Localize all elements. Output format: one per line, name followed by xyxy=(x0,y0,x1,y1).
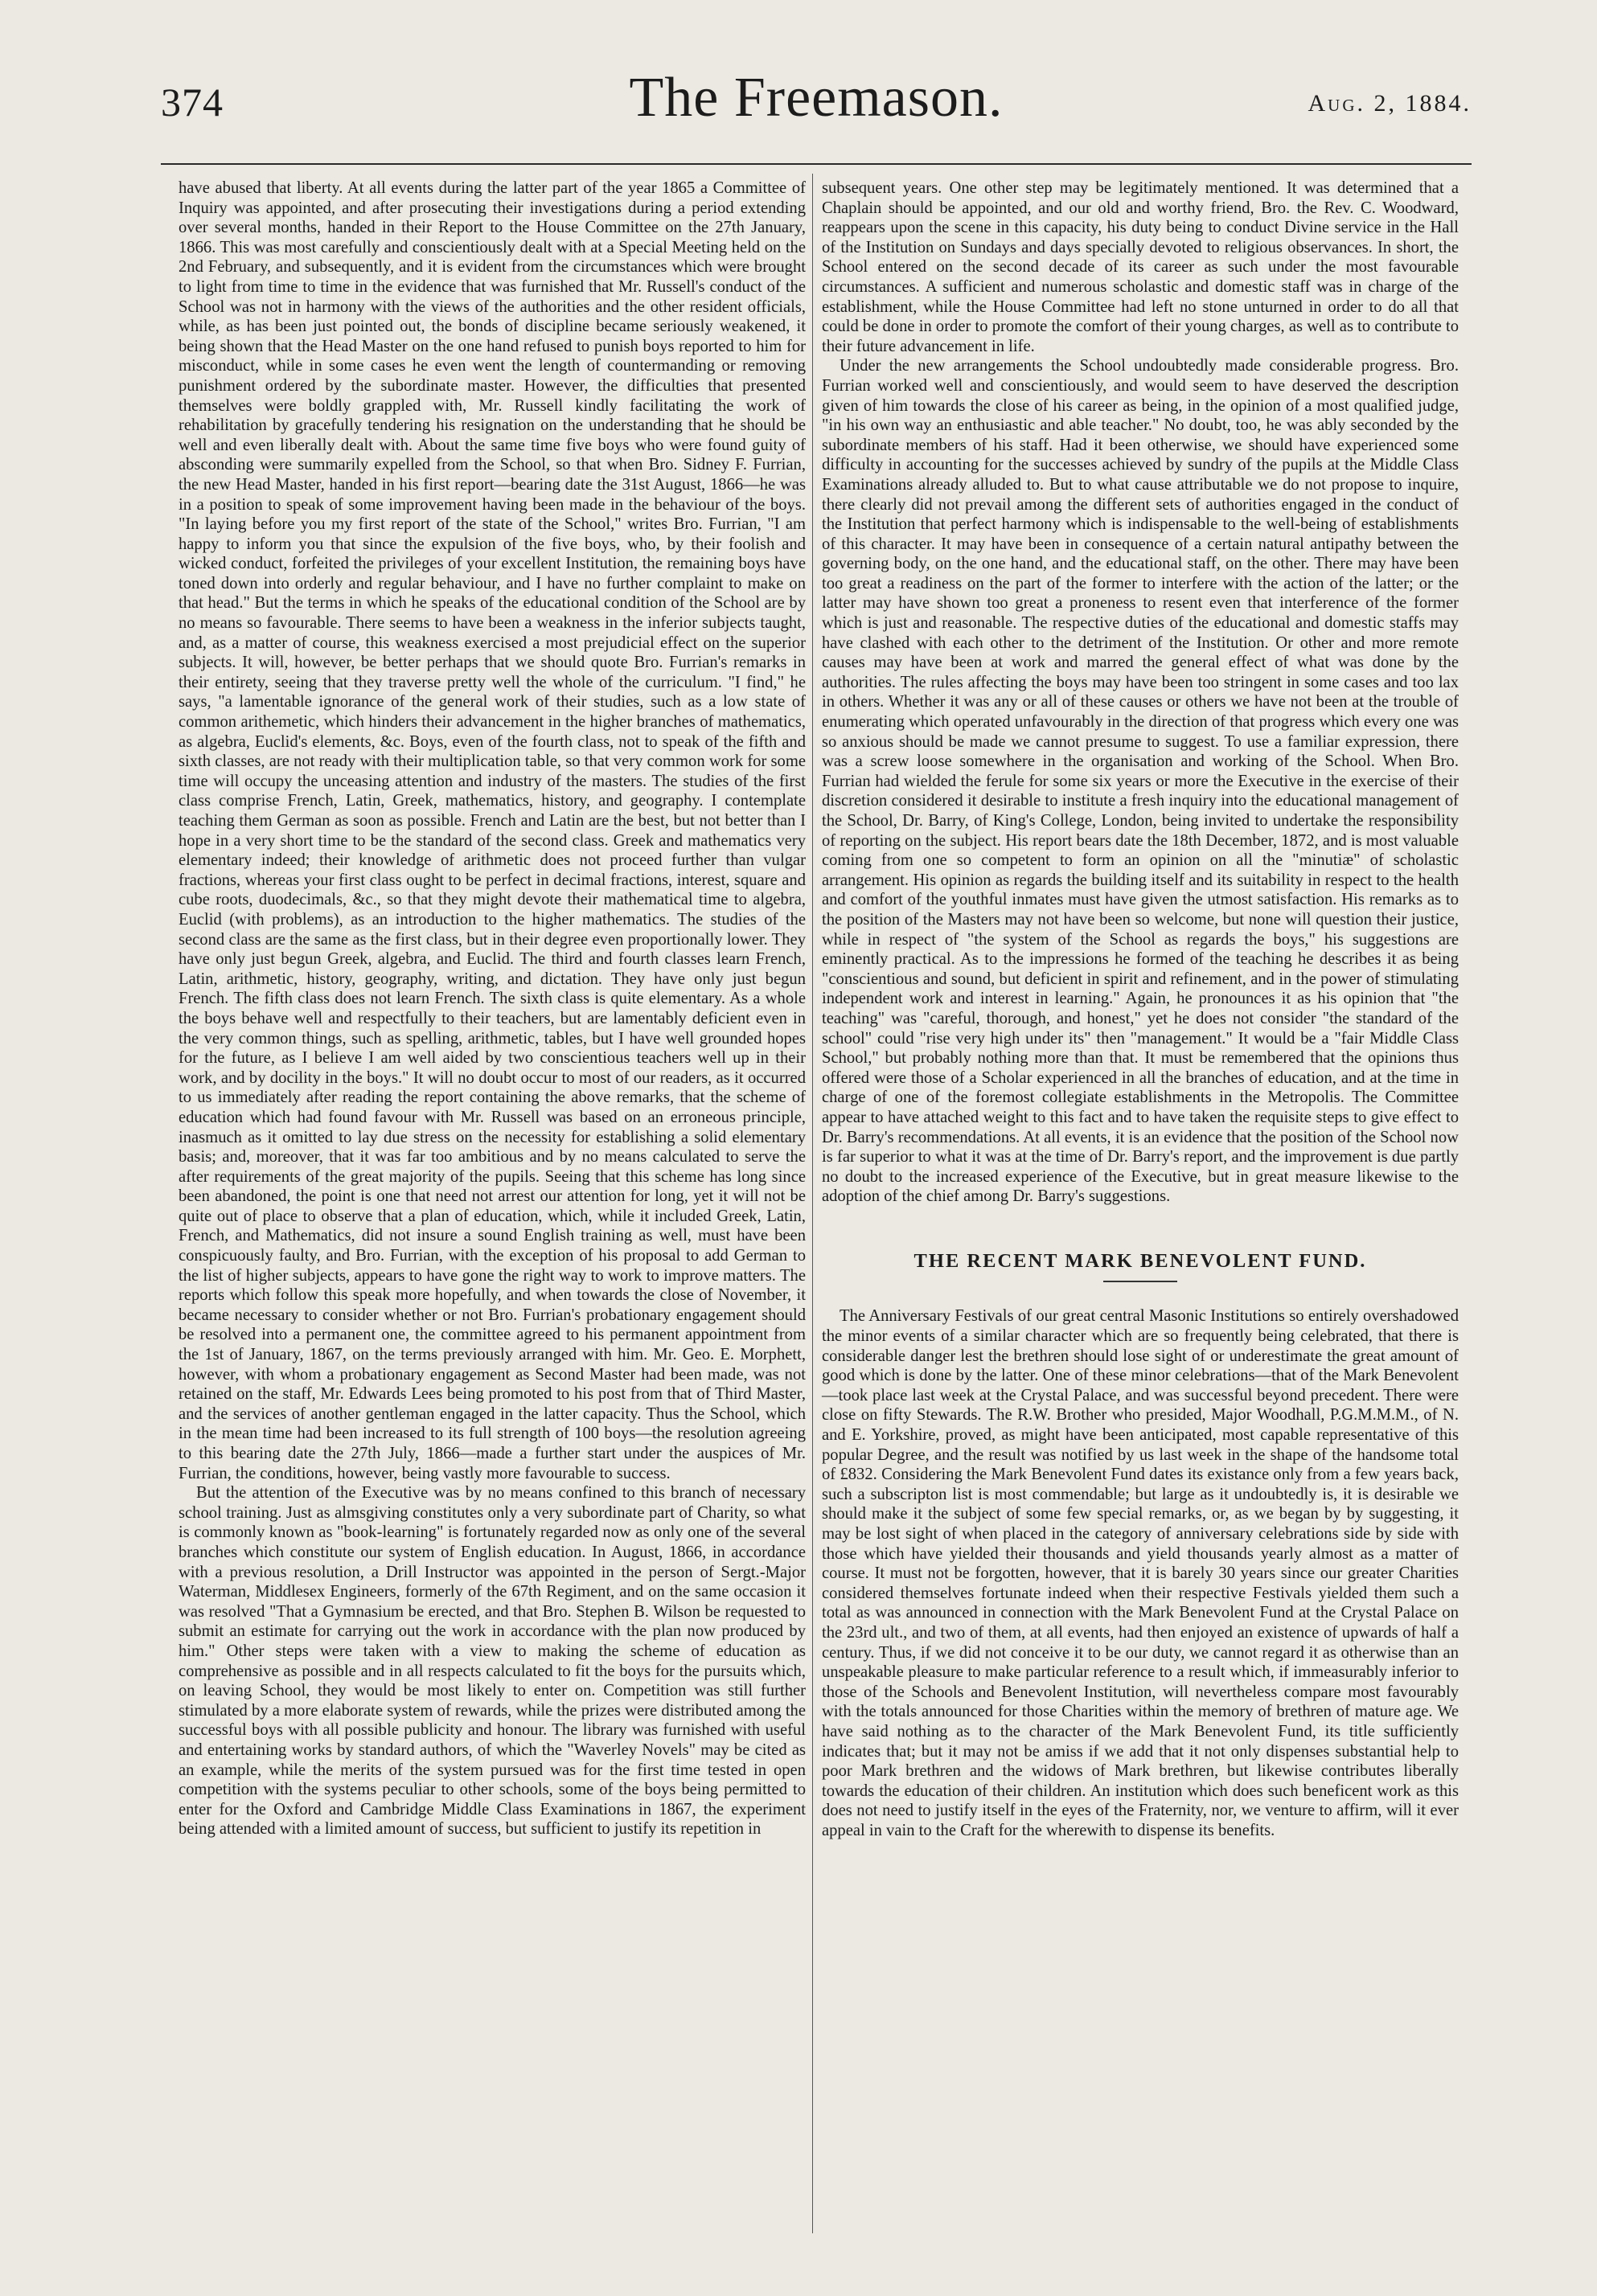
page-number: 374 xyxy=(161,80,224,125)
issue-date: Aug. 2, 1884. xyxy=(1308,90,1472,117)
article-paragraph: have abused that liberty. At all events during the latter part of the year 1865 a Committee of Inquiry was appointed, and after prosecuting their investigations during a period extending over several months, handed in their Report to the House Committee on the 27th January, 1866. This was most carefully and conscientiously dealt with at a Special Meeting held on the 2nd February, and subsequently, and it is evident from the circumstances which were brought to light from time to time in the evidence that was furnished that Mr. Russell's conduct of the School was not in harmony with the views of the authorities and the other resident officials, while, as has been just pointed out, the bonds of discipline became seriously weakened, it being shown that the Head Master on the one hand refused to punish boys reported to him for misconduct, while in some cases he even went the length of countermanding or removing punishment ordered by the subordinate master. However, the difficulties that presented themselves were boldly grappled with, Mr. Russell kindly facilitating the work of rehabilitation by gracefully tendering his resignation on the understanding that he should be well and even liberally dealt with. About the same time five boys who were found guity of absconding were summarily expelled from the School, so that when Bro. Sidney F. Furrian, the new Head Master, handed in his first report—bearing date the 31st August, 1866—he was in a position to speak of some improvement having been made in the behaviour of the boys. "In laying before you my first report of the state of the School," writes Bro. Furrian, "I am happy to inform you that since the expulsion of the five boys, who, by their foolish and wicked conduct, forfeited the privileges of your excellent Institution, the remaining boys have toned down into orderly and regular behaviour, and I have no further complaint to make on that head." But the terms in which he speaks of the educational condition of the School are by no means so favourable. There seems to have been a weakness in the inferior subjects taught, and, as a matter of course, this weakness exercised a most prejudicial effect on the superior subjects. It will, however, be better perhaps that we should quote Bro. Furrian's remarks in their entirety, seeing that they traverse pretty well the whole of the curriculum. "I find," he says, "a lamentable ignorance of the general work of their studies, such as a low state of common arithemetic, which hinders their advancement in the higher branches of mathematics, as algebra, Euclid's elements, &c. Boys, even of the fourth class, not to speak of the fifth and sixth classes, are not ready with their multiplication table, so that very common work for some time will occupy the unceasing attention and industry of the masters. The studies of the first class comprise French, Latin, Greek, mathematics, history, and geography. I contemplate teaching them German as soon as possible. French and Latin are the best, but not better than I hope in a very short time to be the standard of the second class. Greek and mathematics very elementary indeed; their knowledge of arithmetic does not proceed further than vulgar fractions, whereas your first class ought to be perfect in decimal fractions, interest, square and cube roots, duodecimals, &c., so that they might devote their mathematical time to algebra, Euclid (with problems), as an introduction to the higher mathematics. The studies of the second class are the same as the first class, but in their degree even proportionally lower. They have only just begun Greek, algebra, and Euclid. The third and fourth classes learn French, Latin, arithmetic, history, geography, writing, and dictation. They have only just begun French. The fifth class does not learn French. The sixth class is quite elementary. As a whole the boys behave well and respectfully to their teachers, but are lamentably deficient even in the very common things, such as spelling, arithmetic, tables, but I have well grounded hopes for the future, as I believe I am well aided by two conscientious teachers well up in their work, and by docility in the boys." It will no doubt occur to most of our readers, as it occurred to us immediately after reading the report containing the above remarks, that the scheme of education which had found favour with Mr. Russell was based on an erroneous principle, inasmuch as it omitted to lay due stress on the necessity for establishing a solid elementary basis; and, moreover, that it was far too ambitious and by no means calculated to serve the after requirements of the great majority of the pupils. Seeing that this scheme has long since been abandoned, the point is one that need not arrest our attention for long, yet it will not be quite out of place to observe that a plan of education, which, while it included Greek, Latin, French, and Mathematics, did not insure a sound English training as well, must have been conspicuously faulty, and Bro. Furrian, with the exception of his proposal to add German to the list of higher subjects, appears to have gone the right way to work to improve matters. The reports which follow this speak more hopefully, and when towards the close of November, it became necessary to consider whether or not Bro. Furrian's probationary engagement should be resolved into a permanent one, the committee agreed to his permanent appointment from the 1st of January, 1867, on the terms previously arranged with him. Mr. Geo. E. Morphett, however, with whom a probationary engagement as Second Master had been made, was not retained on the staff, Mr. Edwards Lees being promoted to his post from that of Third Master, and the services of another gentleman engaged in the latter capacity. Thus the School, which in the mean time had been increased to its full strength of 100 boys—the resolution agreeing to this bearing date the 27th July, 1866—made a further start under the auspices of Mr. Furrian, the conditions, however, being vastly more favourable to success. xyxy=(179,179,806,1482)
article-paragraph: But the attention of the Executive was by no means confined to this branch of necessary school training. Just as almsgiving constitutes only a very subordinate part of Charity, so what is commonly known as "book-learning" is fortunately regarded now as only one of the several branches which constitute our system of English education. In August, 1866, in accordance with a previous resolution, a Drill Instructor was appointed in the person of Sergt.-Major Waterman, Middlesex Engineers, formerly of the 67th Regiment, and on the same occasion it was resolved "That a Gymnasium be erected, and that Bro. Stephen B. Wilson be requested to submit an estimate for carrying out the work in accordance with the plan now produced by him." Other steps were taken with a view to making the scheme of education as comprehensive as possible and in all respects calculated to fit the boys for the pursuits which, on leaving School, they would be most likely to enter on. Competition was still further stimulated by a more elaborate system of rewards, while the prizes were distributed among the successful boys with all possible publicity and honour. The library was furnished with useful and entertaining works by standard authors, of which the "Waverley Novels" may be cited as an example, while the merits of the system pursued was for the first time tested in open competition with the systems peculiar to other schools, some of the boys being permitted to enter for the Oxford and Cambridge Middle Class Examinations in 1867, the experiment being attended with a limited amount of success, but sufficient to justify its repetition in xyxy=(179,1484,806,1839)
heading-rule xyxy=(1103,1281,1177,1282)
article-paragraph: The Anniversary Festivals of our great central Masonic Institutions so entirely overshadowed the minor events of a similar character which are so frequently being celebrated, that there is considerable danger lest the brethren should lose sight of or underestimate the great amount of good which is done by the latter. One of these minor celebrations—that of the Mark Benevolent—took place last week at the Crystal Palace, and was successful beyond precedent. There were close on fifty Stewards. The R.W. Brother who presided, Major Woodhall, P.G.M.M.M., of N. and E. Yorkshire, proved, as might have been anticipated, most capable representative of this popular Degree, and the result was notified by us last week in the shape of the handsome total of £832. Considering the Mark Benevolent Fund dates its existance only from a few years back, such a subscripton list is most commendable; but large as it undoubtedly is, it is desirable we should make it the subject of some few special remarks, or, as we began by by suggesting, it may be lost sight of when placed in the category of anniversary celebrations side by side with those which have yielded their thousands and yield thousands yearly almost as a matter of course. It must not be forgotten, however, that it is barely 30 years since our greater Charities considered themselves fortunate indeed when their respective Festivals yielded them such a total as was announced in connection with the Mark Benevolent Fund at the Crystal Palace on the 23rd ult., and two of them, at all events, had then enjoyed an existence of upwards of half a century. Thus, if we did not conceive it to be our duty, we cannot regard it as otherwise than an unspeakable pleasure to make particular reference to a result which, if immeasurably inferior to those of the Schools and Benevolent Institution, will nevertheless compare most favourably with the totals announced for those Charities within the memory of brethren of mature age. We have said nothing as to the character of the Mark Benevolent Fund, its title sufficiently indicates that; but it may not be amiss if we add that it not only dispenses substantial help to poor Mark brethren and the widows of Mark brethren, but likewise contributes liberally towards the education of their children. An institution which does such beneficent work as this does not need to justify itself in the eyes of the Fraternity, nor, we venture to affirm, will it ever appeal in vain to the Craft for the wherewith to dispense its benefits. xyxy=(822,1307,1459,1839)
masthead xyxy=(161,63,1472,159)
column-divider xyxy=(812,174,813,2233)
article-paragraph: Under the new arrangements the School undoubtedly made considerable progress. Bro. Furrian worked well and conscientiously, and would seem to have deserved the description given of him towards the close of his career as being, in the opinion of a most qualified judge, "in his own way an enthusiastic and able teacher." No doubt, too, he was ably seconded by the subordinate members of his staff. Had it been otherwise, we should have experienced some difficulty in accounting for the successes achieved by sundry of the pupils at the Middle Class Examinations already alluded to. But to what cause attributable we do not propose to inquire, there clearly did not prevail among the different sets of authorities engaged in the conduct of the Institution that perfect harmony which is indispensable to the well-being of establishments of this character. It may have been in consequence of a certain natural antipathy between the governing body, on the one hand, and the educational staff, on the other. There may have been too great a readiness on the part of the former to interfere with the action of the latter; or the latter may have shown too great a proneness to resent even that interference of the former which is just and reasonable. The respective duties of the educational and domestic staffs may have clashed with each other to the detriment of the Institution. Or other and more remote causes may have been at work and marred the general effect of what was done by the authorities. The rules affecting the boys may have been too stringent in some cases and too lax in others. Whether it was any or all of these causes or others we have not been at the trouble of enumerating which operated unfavourably in the direction of that progress which every one was so anxious should be made we cannot presume to suggest. To use a familiar expression, there was a screw loose somewhere in the organisation and working of the School. When Bro. Furrian had wielded the ferule for some six years or more the Executive in the exercise of their discretion considered it desirable to institute a fresh inquiry into the educational management of the School, Dr. Barry, of King's College, London, being invited to undertake the responsibility of reporting on the subject. His report bears date the 18th December, 1872, and is most valuable coming from one so competent to form an opinion on all the "minutiæ" of scholastic arrangement. His opinion as regards the building itself and its suitability in respect to the health and comfort of the youthful inmates must have given the utmost satisfaction. His remarks as to the position of the Masters may not have been so welcome, but none will question their justice, while in respect of "the system of the School as regards the boys," his suggestions are eminently practical. As to the impressions he formed of the teaching he describes it as being "conscientious and sound, but deficient in spirit and refinement, and in the power of stimulating independent work and interest in learning." Again, he pronounces it as his opinion that "the teaching" was "careful, thorough, and honest," yet he does not consider "the standard of the school" could "rise very high under its" then "management." It would be a "fair Middle Class School," but probably nothing more than that. It must be remembered that the opinions thus offered were those of a Scholar experienced in all the branches of education, and at the time in charge of one of the foremost collegiate establishments in the Metropolis. The Committee appear to have attached weight to this fact and to have taken the requisite steps to give effect to Dr. Barry's recommendations. At all events, it is an evidence that the position of the School now is far superior to what it was at the time of Dr. Barry's report, and the improvement is due partly no doubt to the increased experience of the Executive, but in great measure likewise to the adoption of the chief among Dr. Barry's suggestions. xyxy=(822,357,1459,1206)
newspaper-title: The Freemason. xyxy=(629,67,1004,129)
left-column xyxy=(179,178,806,1839)
article-heading: THE RECENT MARK BENEVOLENT FUND. xyxy=(913,1249,1367,1272)
article-paragraph: subsequent years. One other step may be legitimately mentioned. It was determined that a Chaplain should be appointed, and our old and worthy friend, Bro. the Rev. C. Woodward, reappears upon the scene in this capacity, his duty being to conduct Divine service in the Hall of the Institution on Sundays and days specially devoted to religious observances. In short, the School entered on the second decade of its career as such under the most favourable circumstances. A sufficient and numerous scholastic and domestic staff was in charge of the establishment, while the House Committee had left no stone unturned in order to do all that could be done in order to promote the comfort of their young charges, as well as to contribute to their future advancement in life. xyxy=(822,179,1459,355)
right-column xyxy=(822,178,1459,1841)
header-rule xyxy=(161,163,1472,165)
